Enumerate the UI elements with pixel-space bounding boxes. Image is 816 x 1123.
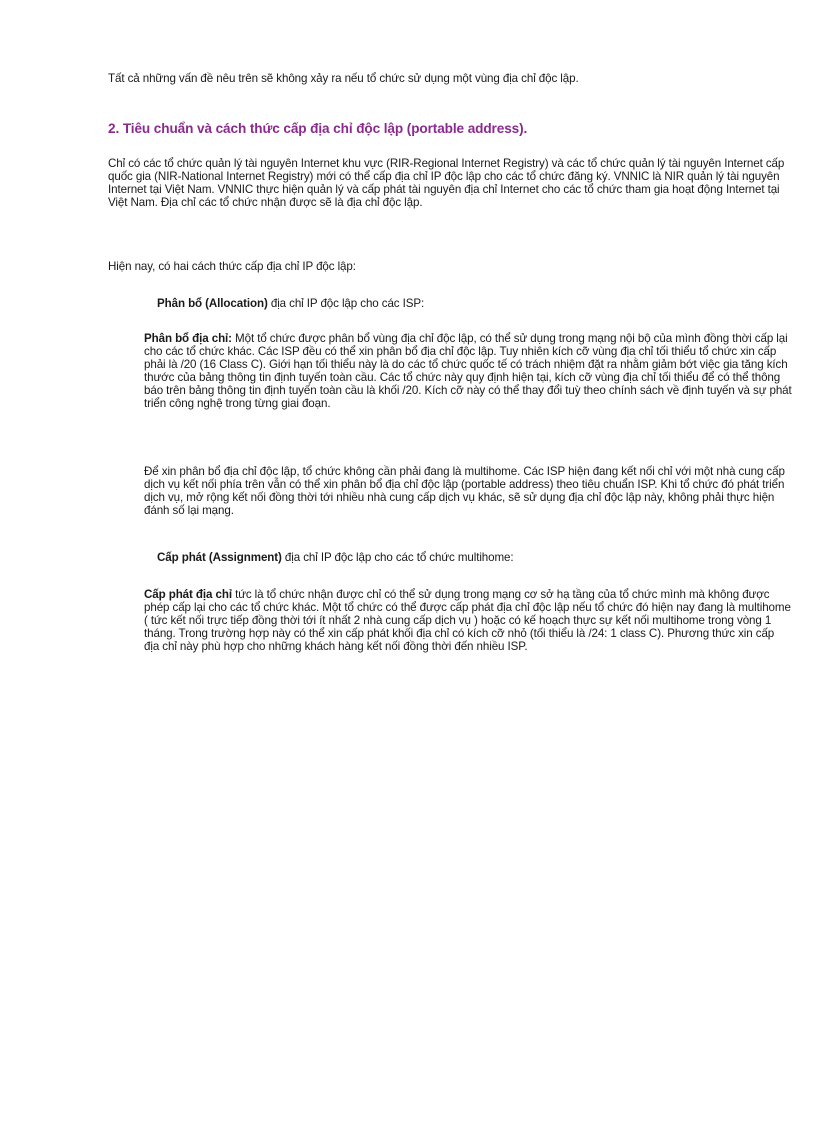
assignment-paragraph	[144, 589, 792, 654]
allocation-paragraph	[144, 333, 792, 410]
allocation-term: Phân bổ địa chỉ:	[144, 332, 232, 345]
assignment-term: Cấp phát địa chỉ	[144, 588, 232, 601]
allocation-subheading-rest: địa chỉ IP độc lập cho các ISP:	[267, 297, 425, 310]
registry-paragraph: Chỉ có các tổ chức quản lý tài nguyên Internet khu vực (RIR-Regional Internet Registry) và các tổ chức quản lý tài nguyên Internet cấp quốc gia (NIR-National Internet Registry) mới có thể cấp địa chỉ IP độc lập cho các tổ chức đăng ký. VNNIC là NIR quản lý tài nguyên Internet tại Việt Nam. VNNIC thực hiện quản lý và cấp phát tài nguyên địa chỉ Internet cho các tổ chức tham gia hoạt động Internet tại Việt Nam. Địa chỉ các tổ chức nhận được sẽ là địa chỉ độc lập.	[108, 157, 785, 209]
assignment-description: tức là tổ chức nhận được chỉ có thể sử dụng trong mạng cơ sở hạ tầng của tổ chức mình mà không được phép cấp lại cho các tổ chức khác. Một tổ chức có thể được cấp phát địa chỉ độc lập nếu tổ chức đó hiện nay đang là multihome ( tức kết nối trực tiếp đồng thời tới ít nhất 2 nhà cung cấp dịch vụ ) hoặc có kế hoạch thực sự kết nối multihome trong vòng 1 tháng. Trong trường hợp này có thể xin cấp phát khối địa chỉ có kích cỡ nhỏ (tối thiểu là /24: 1 class C). Phương thức xin cấp địa chỉ này phù hợp cho những khách hàng kết nối đồng thời đến nhiều ISP.	[144, 588, 791, 653]
allocation-title: Phân bổ (Allocation)	[157, 297, 268, 310]
assignment-subheading	[157, 551, 797, 564]
allocation-subheading	[157, 297, 797, 310]
allocation-multihome-paragraph: Để xin phân bổ địa chỉ độc lập, tổ chức không cần phải đang là multihome. Các ISP hiện đang kết nối chỉ với một nhà cung cấp dịch vụ kết nối phía trên vẫn có thể xin phân bổ địa chỉ độc lập (portable address) theo tiêu chuẩn ISP. Khi tổ chức đó phát triển dịch vụ, mở rộng kết nối đồng thời tới nhiều nhà cung cấp dịch vụ khác, sẽ sử dụng địa chỉ độc lập này, không phải thực hiện đánh số lại mạng.	[144, 465, 785, 517]
methods-intro-paragraph: Hiện nay, có hai cách thức cấp địa chỉ IP độc lập:	[108, 260, 356, 273]
assignment-subheading-rest: địa chỉ IP độc lập cho các tổ chức multihome:	[281, 551, 514, 564]
section-heading: 2. Tiêu chuẩn và cách thức cấp địa chỉ độc lập (portable address).	[108, 121, 528, 136]
assignment-title: Cấp phát (Assignment)	[157, 551, 282, 564]
allocation-description: Một tổ chức được phân bổ vùng địa chỉ độc lập, có thể sử dụng trong mạng nội bộ của mình đồng thời cấp lại cho các tổ chức khác. Các ISP đều có thể xin phân bổ địa chỉ độc lập. Tuy nhiên kích cỡ vùng địa chỉ tối thiểu tổ chức xin cấp phải là /20 (16 Class C). Giới hạn tối thiểu này là do các tổ chức quốc tế có trách nhiệm đặt ra nhằm giảm bớt việc gia tăng kích thước của bảng thông tin định tuyến toàn cầu. Các tổ chức này quy định hiện tại, kích cỡ vùng địa chỉ tối thiểu để có thể thông báo trên bảng thông tin định tuyến toàn cầu là khối /20. Kích cỡ này có thể thay đổi tuỳ theo chính sách về định tuyến và sự phát triển công nghệ trong từng giai đoạn.	[144, 332, 792, 410]
intro-paragraph: Tất cả những vấn đề nêu trên sẽ không xảy ra nếu tổ chức sử dụng một vùng địa chỉ độc lập.	[108, 72, 579, 85]
